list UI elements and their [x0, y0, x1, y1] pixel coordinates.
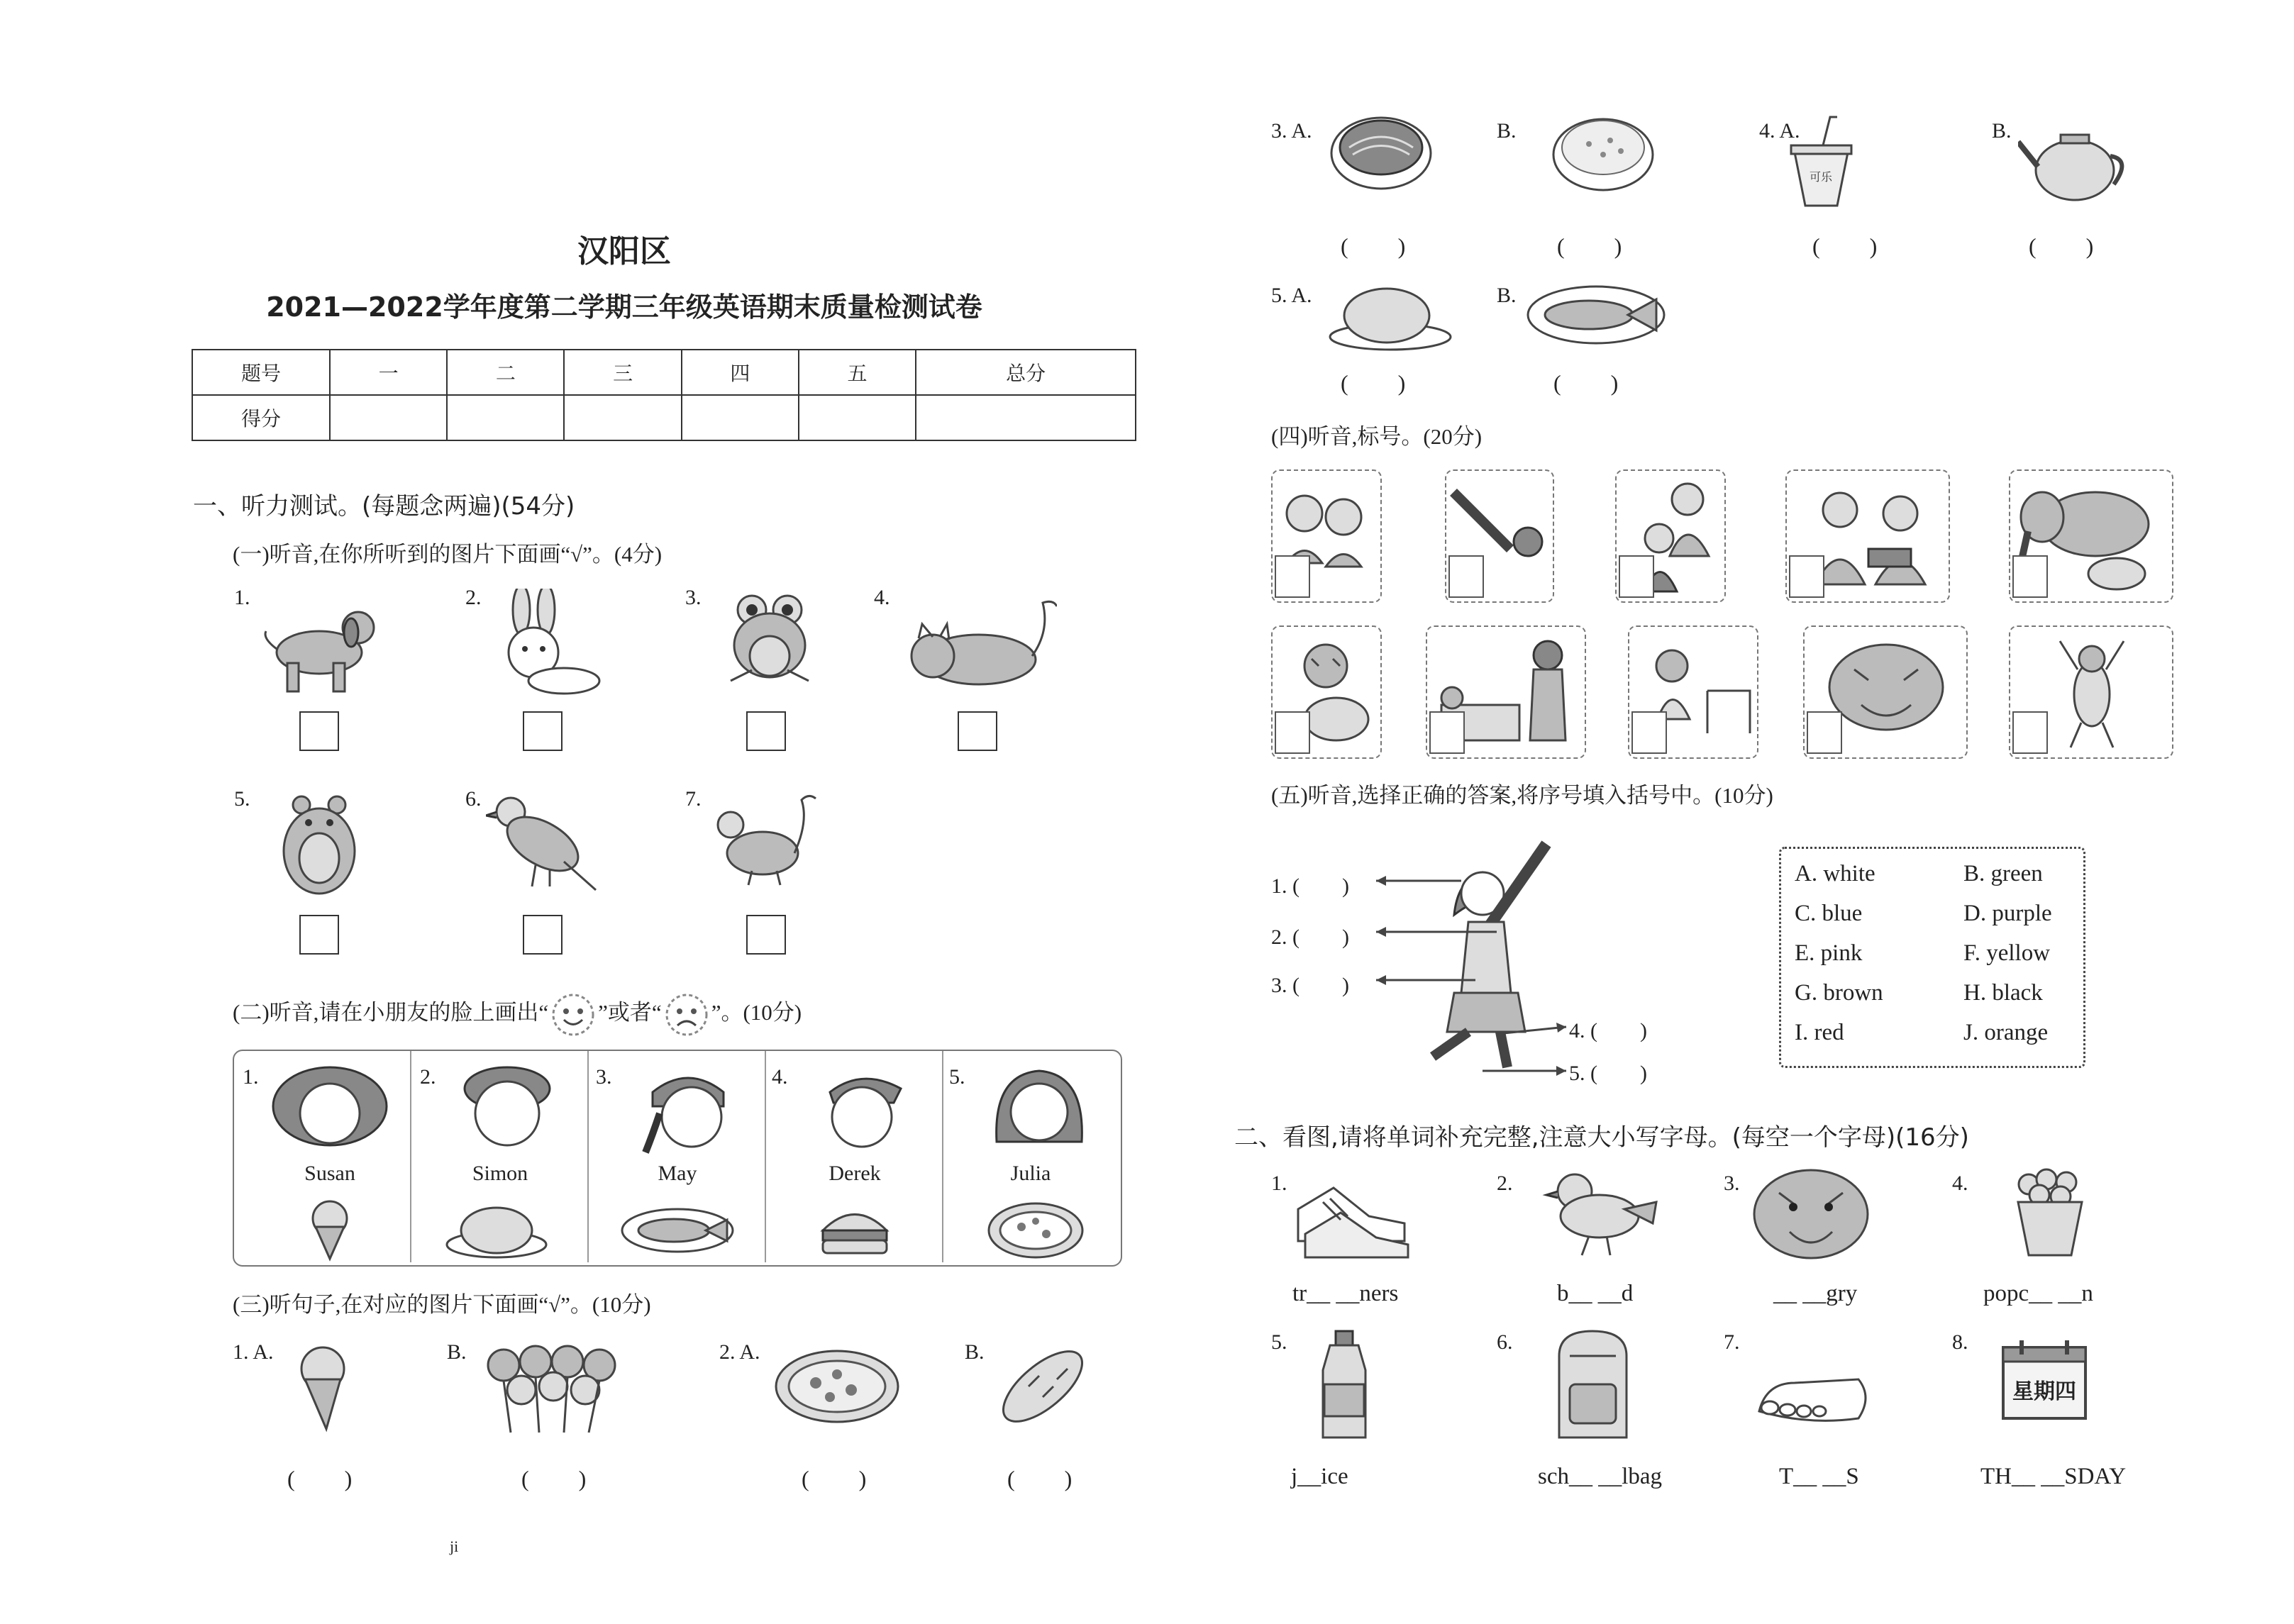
check-box[interactable] — [958, 711, 997, 751]
picture-card — [2009, 625, 2173, 759]
item-number: 5. — [234, 787, 250, 811]
answer-blank[interactable]: ( ) — [802, 1466, 868, 1491]
picture-card — [1426, 625, 1586, 759]
check-box[interactable] — [746, 915, 786, 955]
calendar-day-text: 星期四 — [2012, 1379, 2076, 1404]
part2-title-start: (二)听音,请在小朋友的脸上画出“ — [233, 1000, 549, 1025]
picture-card — [2009, 469, 2173, 603]
item-number: 4. — [772, 1065, 788, 1089]
part3-title: (三)听句子,在对应的图片下面画“√”。(10分) — [233, 1292, 651, 1317]
kid-name: Susan — [304, 1162, 355, 1185]
answer-blank[interactable]: ( ) — [1557, 233, 1624, 259]
tiger-cubs-icon — [1273, 627, 1380, 757]
district-title: 汉阳区 — [577, 233, 671, 269]
choice-option: D. purple — [1963, 901, 2052, 926]
teapot-icon — [2018, 117, 2135, 206]
item-number: 4. — [874, 586, 890, 609]
bird-icon — [1539, 1167, 1660, 1259]
choice-option: B. green — [1963, 861, 2043, 886]
item-number: 3. — [1724, 1172, 1740, 1195]
choice-option: A. white — [1795, 861, 1875, 886]
table-cell: 四 — [682, 350, 799, 395]
option-label: 1. A. — [233, 1340, 274, 1364]
answer-blank[interactable]: ( ) — [1341, 370, 1407, 396]
kid-face-may — [624, 1064, 745, 1156]
page-mark: ji — [450, 1537, 459, 1555]
picture-card — [1803, 625, 1968, 759]
check-box[interactable] — [746, 711, 786, 751]
panel-divider — [587, 1051, 589, 1262]
answer-blank[interactable]: ( ) — [521, 1466, 588, 1491]
sneakers-icon — [1291, 1167, 1412, 1259]
jumping-tiger-icon — [2010, 627, 2172, 757]
item-number: 1. — [234, 586, 250, 609]
picture-card — [1445, 469, 1554, 603]
answer-blank[interactable]: 1. ( ) — [1271, 874, 1349, 898]
cola-cup-icon — [1780, 113, 1858, 209]
score-table-header-row — [192, 350, 1136, 395]
table-cell: 三 — [564, 350, 681, 395]
picture-card — [1628, 625, 1758, 759]
table-cell: 一 — [330, 350, 447, 395]
girl-bed-icon — [1427, 627, 1585, 757]
score-cell[interactable] — [916, 395, 1136, 440]
popcorn-icon — [2011, 1167, 2089, 1259]
word-blank[interactable]: popc__ __n — [1983, 1281, 2093, 1306]
fish-icon — [621, 1198, 734, 1262]
bird-icon — [486, 791, 599, 897]
item-number: 5. — [1271, 1330, 1287, 1354]
elephants-icon — [2010, 471, 2172, 601]
option-label: B. — [1497, 119, 1517, 143]
schoolbag-icon — [1545, 1328, 1641, 1445]
panel-divider — [765, 1051, 766, 1262]
noodles-icon — [1328, 112, 1434, 194]
check-box[interactable] — [523, 711, 563, 751]
kid-name: Julia — [1010, 1162, 1051, 1185]
word-blank[interactable]: T__ __S — [1779, 1464, 1859, 1489]
choice-option: J. orange — [1963, 1020, 2049, 1045]
cup-label: 可乐 — [1809, 170, 1833, 184]
pointer-arrows — [1376, 865, 1582, 1085]
part1-title: (一)听音,在你所听到的图片下面画“√”。(4分) — [233, 542, 663, 567]
dog-icon — [252, 589, 379, 702]
kid-face-simon — [450, 1064, 564, 1156]
item-number: 3. — [685, 586, 702, 609]
score-cell[interactable] — [799, 395, 916, 440]
kid-name: May — [658, 1162, 697, 1185]
word-blank[interactable]: j__ice — [1291, 1464, 1348, 1489]
score-cell[interactable] — [682, 395, 799, 440]
item-number: 7. — [1724, 1330, 1740, 1354]
item-number: 2. — [420, 1065, 436, 1089]
option-label: B. — [447, 1340, 467, 1364]
word-blank[interactable]: __ __gry — [1773, 1281, 1858, 1306]
father-child-icon — [1617, 471, 1724, 601]
calendar-icon — [2000, 1337, 2088, 1422]
rabbit-icon — [482, 589, 603, 702]
choice-option: G. brown — [1795, 980, 1883, 1006]
picture-card — [1271, 625, 1382, 759]
mouse-icon — [709, 793, 823, 892]
score-cell[interactable] — [564, 395, 681, 440]
hand-apple-icon — [1446, 471, 1553, 601]
answer-blank[interactable]: 4. ( ) — [1569, 1019, 1647, 1042]
ice-cream-icon — [301, 1198, 358, 1262]
option-label: 2. A. — [719, 1340, 760, 1364]
pizza-icon — [773, 1347, 901, 1425]
table-cell: 二 — [447, 350, 564, 395]
part4-title: (四)听音,标号。(20分) — [1271, 424, 1483, 449]
toes-icon — [1752, 1355, 1873, 1433]
item-number: 8. — [1952, 1330, 1968, 1354]
answer-blank[interactable]: ( ) — [2029, 233, 2095, 259]
item-number: 3. — [596, 1065, 612, 1089]
picture-card — [1615, 469, 1726, 603]
fish-icon — [1525, 278, 1667, 352]
part5-title: (五)听音,选择正确的答案,将序号填入括号中。(10分) — [1271, 783, 1773, 808]
tiger-icon — [1751, 1164, 1871, 1260]
lollipops-icon — [482, 1340, 624, 1436]
item-number: 6. — [1497, 1330, 1513, 1354]
answer-blank[interactable]: ( ) — [1553, 370, 1620, 396]
happy-face-icon — [548, 990, 598, 1040]
option-label: 4. A. — [1759, 119, 1800, 143]
item-number: 5. — [949, 1065, 965, 1089]
kid-face-derek — [809, 1064, 915, 1156]
answer-blank[interactable]: 3. ( ) — [1271, 974, 1349, 997]
option-label: B. — [965, 1340, 985, 1364]
pizza-icon — [986, 1198, 1085, 1262]
table-cell: 总分 — [916, 350, 1136, 395]
item-number: 1. — [1271, 1172, 1287, 1195]
part2-title — [233, 990, 802, 1040]
choice-option: C. blue — [1795, 901, 1863, 926]
choice-option: I. red — [1795, 1020, 1844, 1045]
answer-blank[interactable]: ( ) — [1812, 233, 1879, 259]
kid-name: Simon — [472, 1162, 528, 1185]
check-box[interactable] — [299, 711, 339, 751]
part2-title-end: ”。(10分) — [711, 1000, 802, 1025]
girl-bench-icon — [1629, 627, 1757, 757]
answer-blank[interactable]: 2. ( ) — [1271, 925, 1349, 949]
choice-option: F. yellow — [1963, 940, 2051, 966]
hamster-icon — [273, 787, 365, 901]
ice-cream-icon — [287, 1344, 358, 1433]
choice-option: H. black — [1963, 980, 2043, 1006]
item-number: 2. — [465, 586, 482, 609]
bread-icon — [993, 1344, 1092, 1429]
option-label: 5. A. — [1271, 284, 1312, 307]
family-icon — [1273, 471, 1380, 601]
choice-option: E. pink — [1795, 940, 1863, 966]
sad-face-icon — [662, 990, 711, 1040]
tiger-icon — [1805, 627, 1966, 757]
panel-divider — [942, 1051, 943, 1262]
rice-icon — [1550, 112, 1656, 194]
kid-face-julia — [979, 1064, 1099, 1156]
section1-title: 一、听力测试。(每题念两遍)(54分) — [193, 492, 575, 521]
word-blank[interactable]: sch__ __lbag — [1538, 1464, 1663, 1489]
check-box[interactable] — [299, 915, 339, 955]
frog-icon — [716, 589, 823, 702]
score-table — [192, 349, 1136, 441]
table-cell: 题号 — [192, 350, 330, 395]
kid-name: Derek — [829, 1162, 881, 1185]
cat-icon — [901, 589, 1057, 695]
juice-icon — [1316, 1328, 1373, 1445]
table-cell: 五 — [799, 350, 916, 395]
item-number: 7. — [685, 787, 702, 811]
item-number: 2. — [1497, 1172, 1513, 1195]
chicken-icon — [1326, 277, 1454, 355]
picture-card — [1271, 469, 1382, 603]
word-blank[interactable]: TH__ __SDAY — [1980, 1464, 2127, 1489]
answer-blank[interactable]: 5. ( ) — [1569, 1062, 1647, 1085]
score-cell[interactable] — [447, 395, 564, 440]
section2-title: 二、看图,请将单词补充完整,注意大小写字母。(每空一个字母)(16分) — [1234, 1123, 1969, 1152]
table-cell: 得分 — [192, 395, 330, 440]
answer-blank[interactable]: ( ) — [1341, 233, 1407, 259]
answer-blank[interactable]: ( ) — [1007, 1466, 1074, 1491]
panel-divider — [410, 1051, 411, 1262]
option-label: B. — [1992, 119, 2012, 143]
answer-blank[interactable]: ( ) — [287, 1466, 354, 1491]
kid-face-susan — [270, 1064, 390, 1156]
item-number: 6. — [465, 787, 482, 811]
word-blank[interactable]: b__ __d — [1557, 1281, 1634, 1306]
check-box[interactable] — [523, 915, 563, 955]
item-number: 4. — [1952, 1172, 1968, 1195]
picture-card — [1785, 469, 1950, 603]
exam-title: 2021—2022学年度第二学期三年级英语期末质量检测试卷 — [266, 291, 982, 323]
option-label: 3. A. — [1271, 119, 1312, 143]
word-blank[interactable]: tr__ __ners — [1292, 1281, 1399, 1306]
two-men-icon — [1787, 471, 1949, 601]
option-label: B. — [1497, 284, 1517, 307]
score-table-score-row — [192, 395, 1136, 440]
part2-title-mid: ”或者“ — [598, 1000, 662, 1025]
hamburger-icon — [816, 1198, 894, 1262]
item-number: 1. — [243, 1065, 259, 1089]
score-cell[interactable] — [330, 395, 447, 440]
chicken-icon — [443, 1198, 550, 1262]
